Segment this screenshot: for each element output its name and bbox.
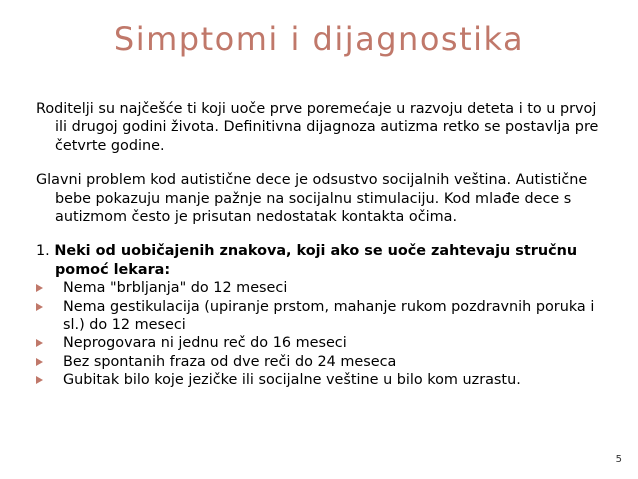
list-number: 1. <box>36 243 55 260</box>
bullet-text: Neprogovara ni jednu reč do 16 meseci <box>63 335 347 352</box>
bullet-item <box>36 279 608 297</box>
bullet-item <box>36 371 608 389</box>
bullet-item <box>36 298 608 335</box>
bullet-text: Gubitak bilo koje jezičke ili socijalne veštine u bilo kom uzrastu. <box>63 372 521 389</box>
numbered-heading-text: Neki od uobičajenih znakova, koji ako se uoče zahtevaju stručnu pomoć lekara: <box>54 243 578 278</box>
slide-body <box>36 100 608 390</box>
page-number: 5 <box>615 454 622 465</box>
bullet-text: Nema "brbljanja" do 12 meseci <box>63 280 288 297</box>
arrow-right-icon <box>36 358 43 366</box>
arrow-right-icon <box>36 284 43 292</box>
slide-title: Simptomi i dijagnostika <box>113 20 525 58</box>
bullet-text: Bez spontanih fraza od dve reči do 24 meseca <box>63 353 397 370</box>
bullet-item <box>36 353 608 371</box>
bullet-item <box>36 334 608 352</box>
bullet-list <box>36 279 608 389</box>
arrow-right-icon <box>36 303 43 311</box>
numbered-heading <box>36 242 608 279</box>
arrow-right-icon <box>36 376 43 384</box>
paragraph: Glavni problem kod autistične dece je odsustvo socijalnih veština. Autistične bebe pokazuju manje pažnje na socijalnu stimulaciju. Kod mlađe dece s autizmom često je prisutan nedostatak kontakta očima. <box>36 172 588 226</box>
paragraph: Roditelji su najčešće ti koji uoče prve poremećaje u razvoju deteta i to u prvoj ili drugoj godini života. Definitivna dijagnoza autizma retko se postavlja pre četvrte godine. <box>36 101 599 154</box>
arrow-right-icon <box>36 339 43 347</box>
bullet-text: Nema gestikulacija (upiranje prstom, mahanje rukom pozdravnih poruka i sl.) do 12 meseci <box>63 298 595 334</box>
